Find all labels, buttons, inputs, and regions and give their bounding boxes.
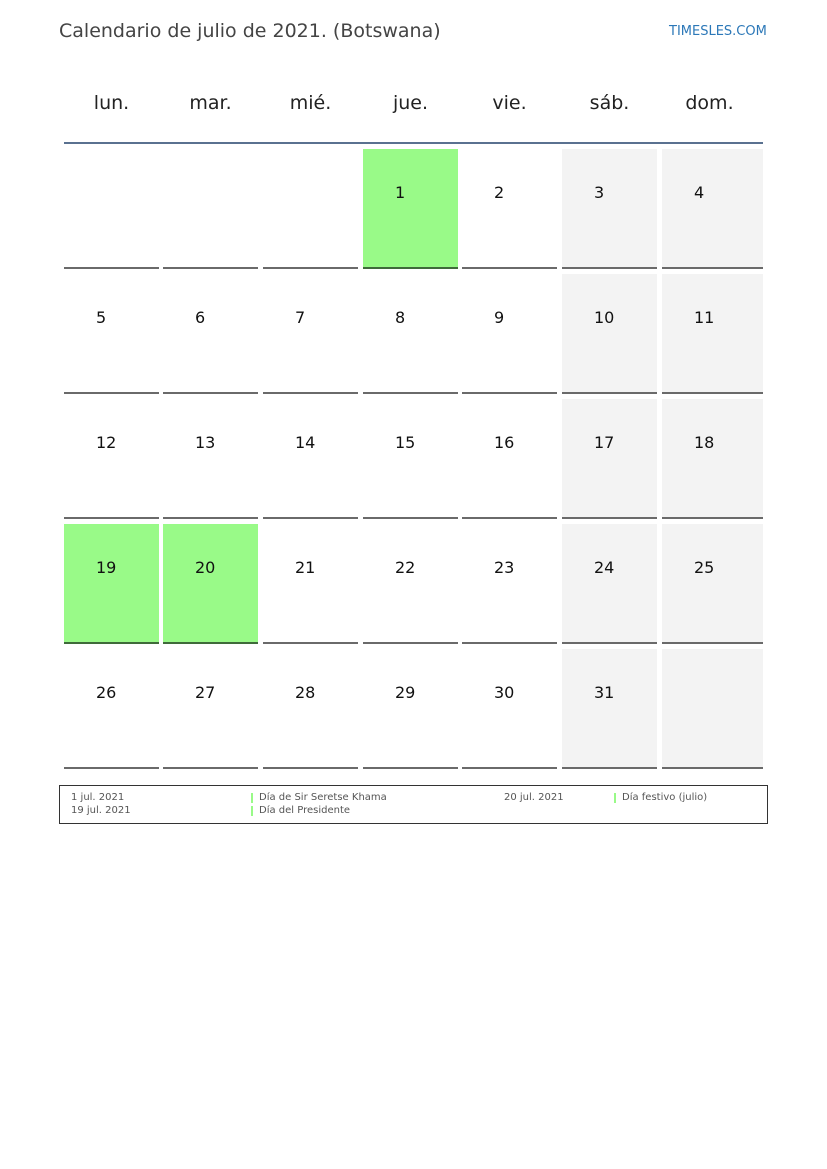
day-number: 20 [195,558,216,577]
page-title: Calendario de julio de 2021. (Botswana) [59,20,441,42]
day-number: 8 [395,308,406,327]
day-cell [263,649,358,769]
day-number: 24 [594,558,615,577]
day-cell [64,274,159,394]
brand-link[interactable]: TIMESLES.COM [669,24,767,39]
day-number: 15 [395,433,416,452]
day-number: 13 [195,433,216,452]
empty-day-cell [163,149,258,269]
day-cell [363,274,458,394]
legend-holiday-name: Día de Sir Seretse Khama [259,792,387,803]
legend-date: 1 jul. 2021 [71,792,125,803]
day-cell [562,524,657,644]
day-number: 3 [594,183,605,202]
day-number: 23 [494,558,515,577]
day-number: 9 [494,308,505,327]
weekday-sun: dom. [685,92,734,114]
day-number: 1 [395,183,406,202]
day-number: 2 [494,183,505,202]
day-number: 22 [395,558,416,577]
empty-day-cell [263,149,358,269]
day-cell [662,274,763,394]
day-cell [462,649,557,769]
day-number: 18 [694,433,715,452]
day-number: 11 [694,308,715,327]
holiday-color-marker [614,793,616,803]
day-cell [462,524,557,644]
day-cell [64,649,159,769]
weekday-sat: sáb. [589,92,630,114]
day-cell [363,399,458,519]
day-number: 27 [195,683,216,702]
day-cell [163,399,258,519]
legend-holiday-name: Día del Presidente [259,805,351,816]
day-number: 10 [594,308,615,327]
day-number: 14 [295,433,316,452]
day-cell [562,649,657,769]
day-cell [263,524,358,644]
day-cell [662,524,763,644]
day-number: 29 [395,683,416,702]
holiday-day-cell [163,524,258,644]
day-number: 28 [295,683,316,702]
day-number: 30 [494,683,515,702]
day-number: 21 [295,558,316,577]
day-cell [462,149,557,269]
day-number: 19 [96,558,117,577]
legend-date: 19 jul. 2021 [71,805,131,816]
day-cell [562,149,657,269]
weekday-wed: mié. [289,92,332,114]
day-number: 26 [96,683,117,702]
holiday-day-cell [363,149,458,269]
day-cell [263,399,358,519]
day-number: 5 [96,308,107,327]
day-cell [562,274,657,394]
empty-day-cell [662,649,763,769]
day-number: 16 [494,433,515,452]
day-cell [662,149,763,269]
day-cell [562,399,657,519]
legend-holiday-name: Día festivo (julio) [622,792,708,803]
day-number: 31 [594,683,615,702]
day-number: 25 [694,558,715,577]
holiday-color-marker [251,793,253,803]
day-cell [462,399,557,519]
holiday-day-cell [64,524,159,644]
weekday-thu: jue. [392,92,429,114]
day-cell [163,649,258,769]
day-cell [163,274,258,394]
holiday-color-marker [251,806,253,816]
day-cell [662,399,763,519]
day-number: 7 [295,308,306,327]
empty-day-cell [64,149,159,269]
holiday-legend [59,785,768,824]
weekday-mon: lun. [93,92,130,114]
day-cell [263,274,358,394]
weekday-fri: vie. [492,92,527,114]
day-cell [363,524,458,644]
day-cell [363,649,458,769]
day-number: 17 [594,433,615,452]
weekday-tue: mar. [189,92,232,114]
day-number: 6 [195,308,206,327]
day-number: 4 [694,183,705,202]
day-cell [64,399,159,519]
legend-date: 20 jul. 2021 [504,792,564,803]
day-cell [462,274,557,394]
day-number: 12 [96,433,117,452]
header-divider [64,142,763,144]
